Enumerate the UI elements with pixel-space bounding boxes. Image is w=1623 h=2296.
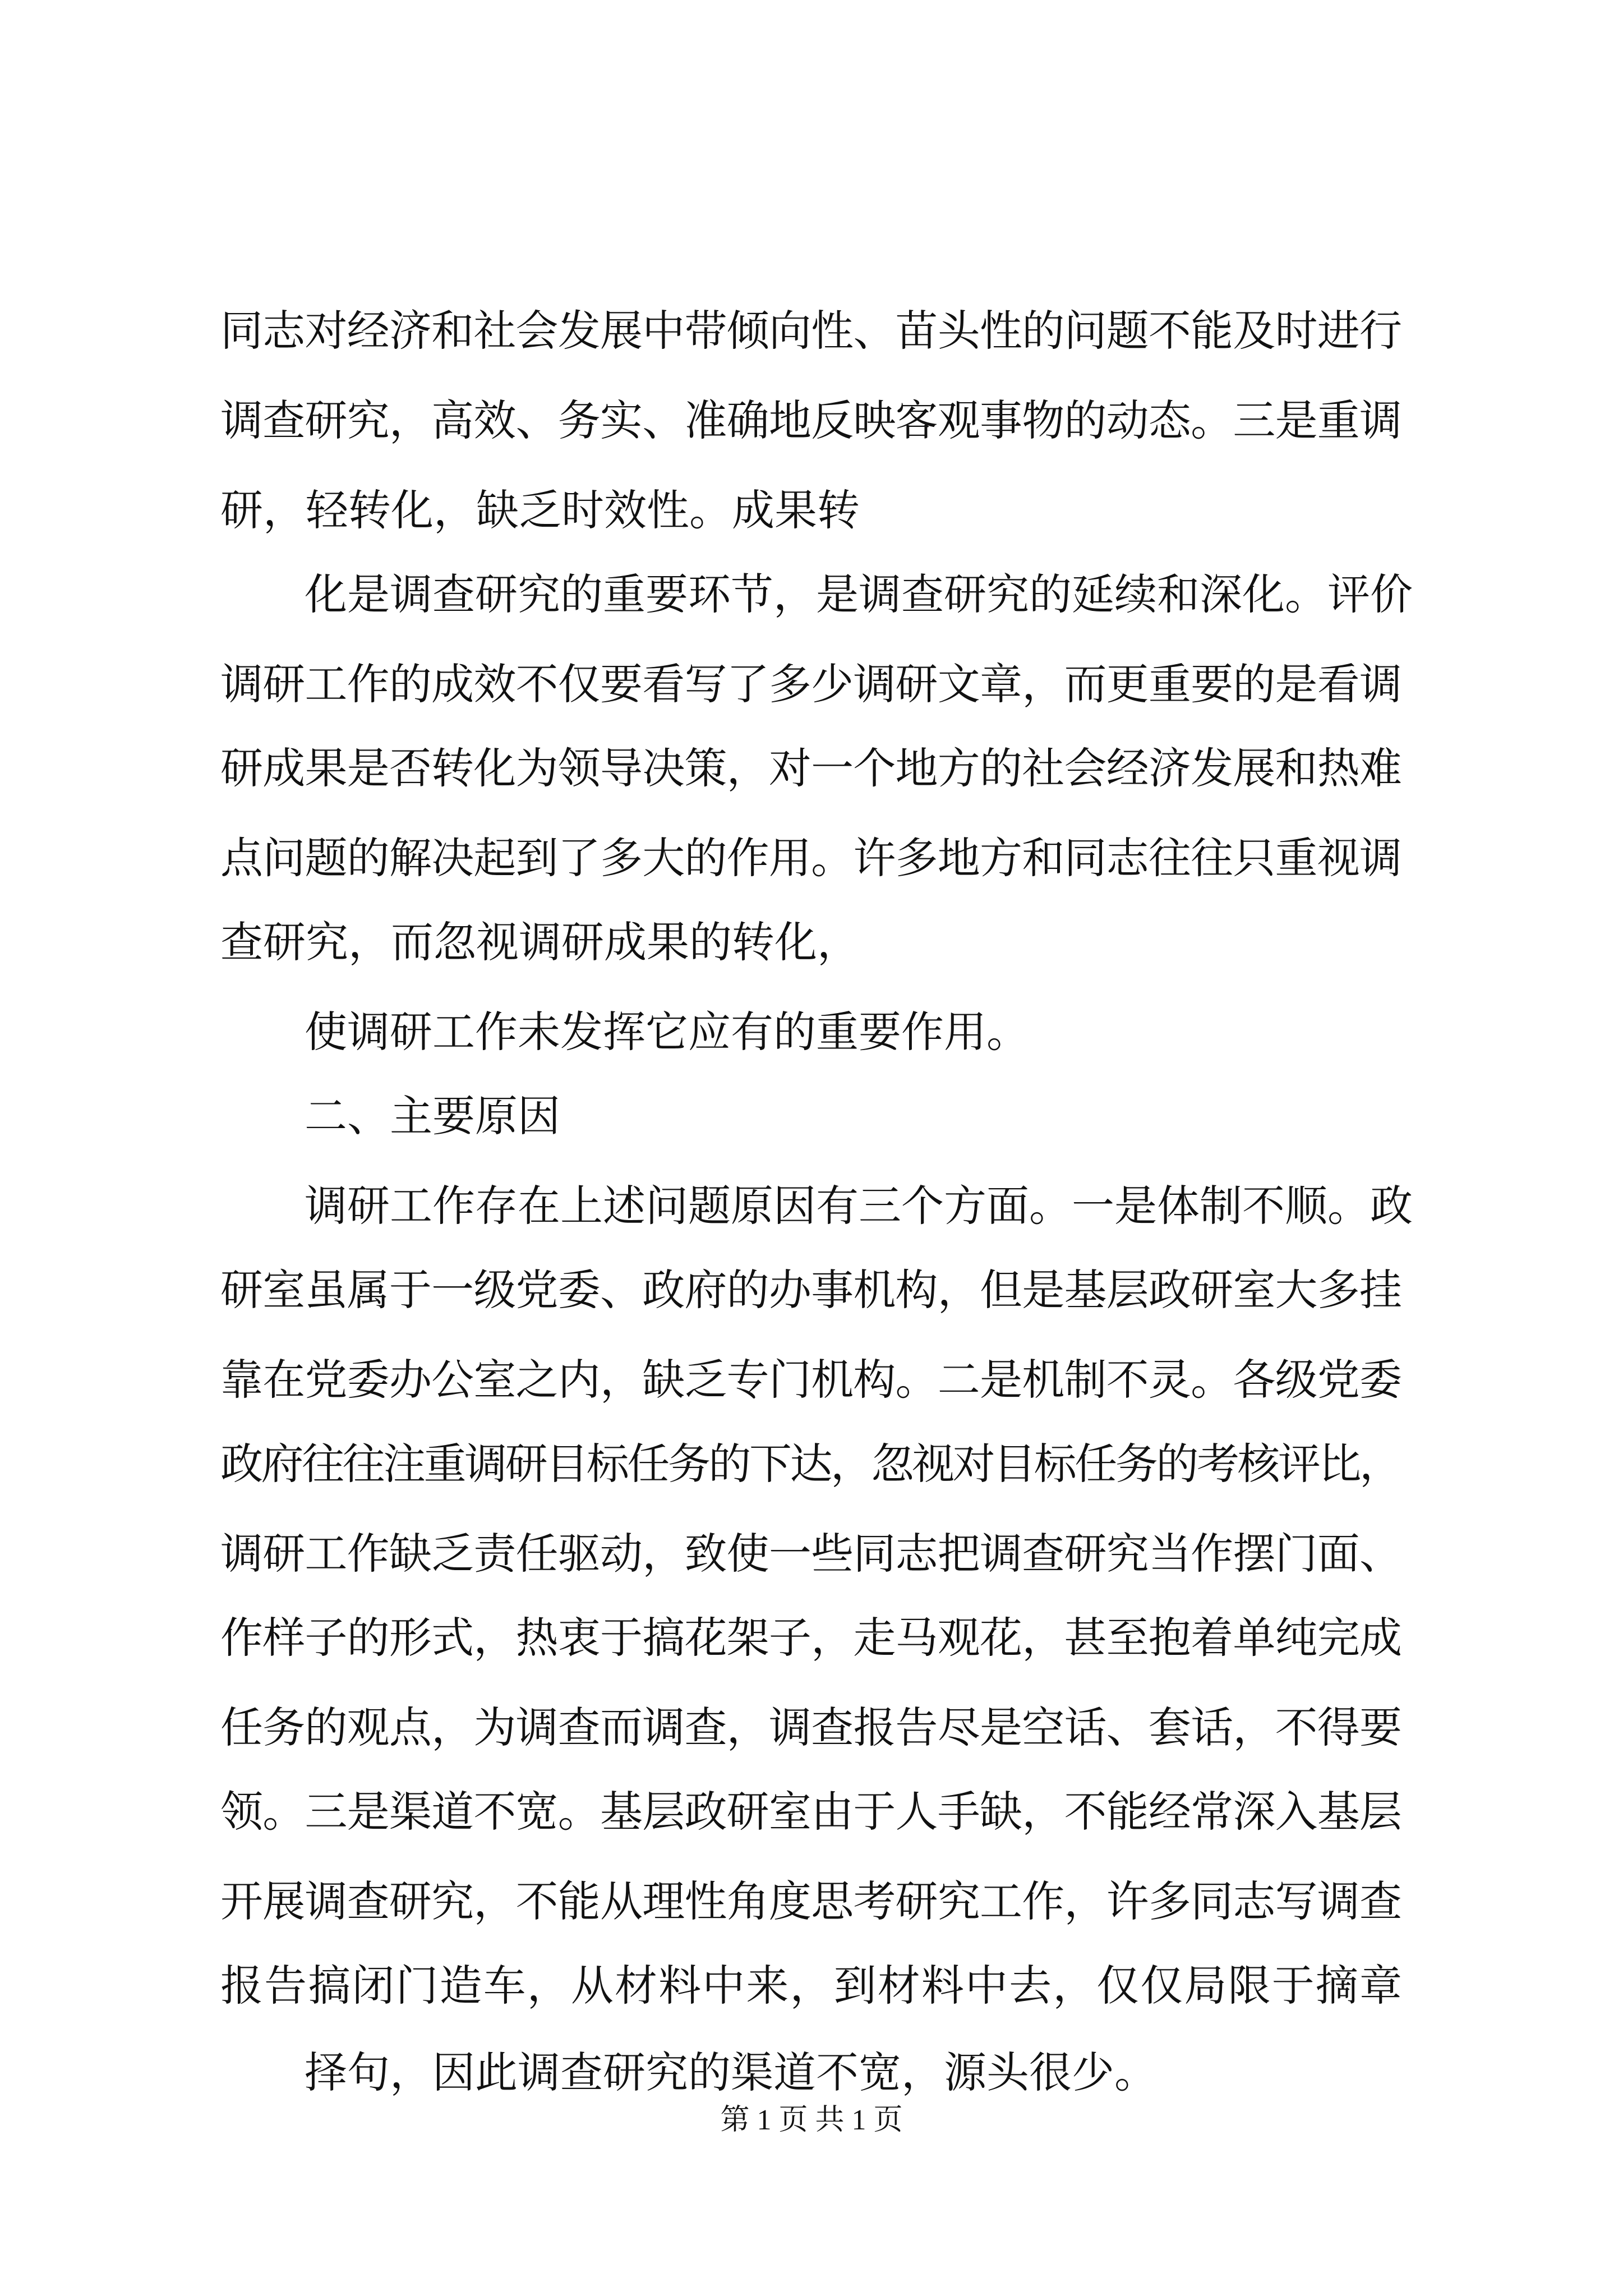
text-line bbox=[0, 903, 1623, 982]
line-text: 研，轻转化，缺乏时效性。成果转 bbox=[220, 485, 860, 535]
text-line bbox=[0, 1341, 1623, 1419]
heading-text: 二、主要原因 bbox=[305, 1091, 560, 1141]
text-line bbox=[0, 645, 1623, 724]
line-text: 作样子的形式，热衷于搞花架子，走马观花，甚至抱着单纯完成 bbox=[220, 1613, 1402, 1663]
line-text: 领。三是渠道不宽。基层政研室由于人手缺，不能经常深入基层 bbox=[220, 1787, 1402, 1837]
text-line bbox=[0, 1167, 1623, 1245]
line-text: 调研工作缺乏责任驱动，致使一些同志把调查研究当作摆门面、 bbox=[220, 1529, 1402, 1579]
text-line bbox=[0, 819, 1623, 898]
text-line bbox=[0, 471, 1623, 550]
line-text: 报告搞闭门造车，从材料中来，到材料中去，仅仅局限于摘章 bbox=[220, 1961, 1404, 2010]
line-text: 点问题的解决起到了多大的作用。许多地方和同志往往只重视调 bbox=[220, 833, 1402, 883]
line-text: 查研究，而忽视调研成果的转化， bbox=[220, 917, 860, 967]
page-number: 第 1 页 共 1 页 bbox=[720, 2104, 903, 2136]
text-line bbox=[0, 555, 1623, 634]
text-line bbox=[0, 1688, 1623, 1767]
line-text: 任务的观点，为调查而调查，调查报告尽是空话、套话，不得要 bbox=[220, 1703, 1402, 1752]
line-text: 研成果是否转化为领导决策，对一个地方的社会经济发展和热难 bbox=[220, 743, 1402, 793]
text-line bbox=[0, 292, 1623, 370]
line-text: 研室虽属于一级党委、政府的办事机构，但是基层政研室大多挂 bbox=[220, 1265, 1402, 1315]
line-text: 使调研工作未发挥它应有的重要作用。 bbox=[305, 1007, 1029, 1057]
text-line bbox=[0, 1862, 1623, 1941]
text-line bbox=[0, 1425, 1623, 1503]
text-line bbox=[0, 381, 1623, 460]
line-text: 政府往往注重调研目标任务的下达，忽视对目标任务的考核评比， bbox=[220, 1439, 1400, 1489]
text-line bbox=[0, 1251, 1623, 1329]
section-heading bbox=[0, 1077, 1623, 1156]
text-line bbox=[0, 1947, 1623, 2025]
line-text: 靠在党委办公室之内，缺乏专门机构。二是机制不灵。各级党委 bbox=[220, 1355, 1402, 1405]
text-line bbox=[0, 1599, 1623, 1677]
line-text: 调研工作的成效不仅要看写了多少调研文章，而更重要的是看调 bbox=[220, 659, 1402, 709]
page-footer bbox=[0, 2098, 1623, 2143]
line-text: 开展调查研究，不能从理性角度思考研究工作，许多同志写调查 bbox=[220, 1876, 1402, 1926]
line-text: 调查研究，高效、务实、准确地反映客观事物的动态。三是重调 bbox=[220, 395, 1402, 445]
line-text: 调研工作存在上述问题原因有三个方面。一是体制不顺。政 bbox=[305, 1181, 1413, 1231]
line-text: 择句，因此调查研究的渠道不宽，源头很少。 bbox=[305, 2047, 1157, 2097]
text-line bbox=[0, 1515, 1623, 1593]
text-line bbox=[0, 729, 1623, 808]
text-line bbox=[0, 1773, 1623, 1851]
line-text: 化是调查研究的重要环节，是调查研究的延续和深化。评价 bbox=[305, 569, 1413, 619]
text-line bbox=[0, 993, 1623, 1071]
line-text: 同志对经济和社会发展中带倾向性、苗头性的问题不能及时进行 bbox=[220, 306, 1402, 356]
